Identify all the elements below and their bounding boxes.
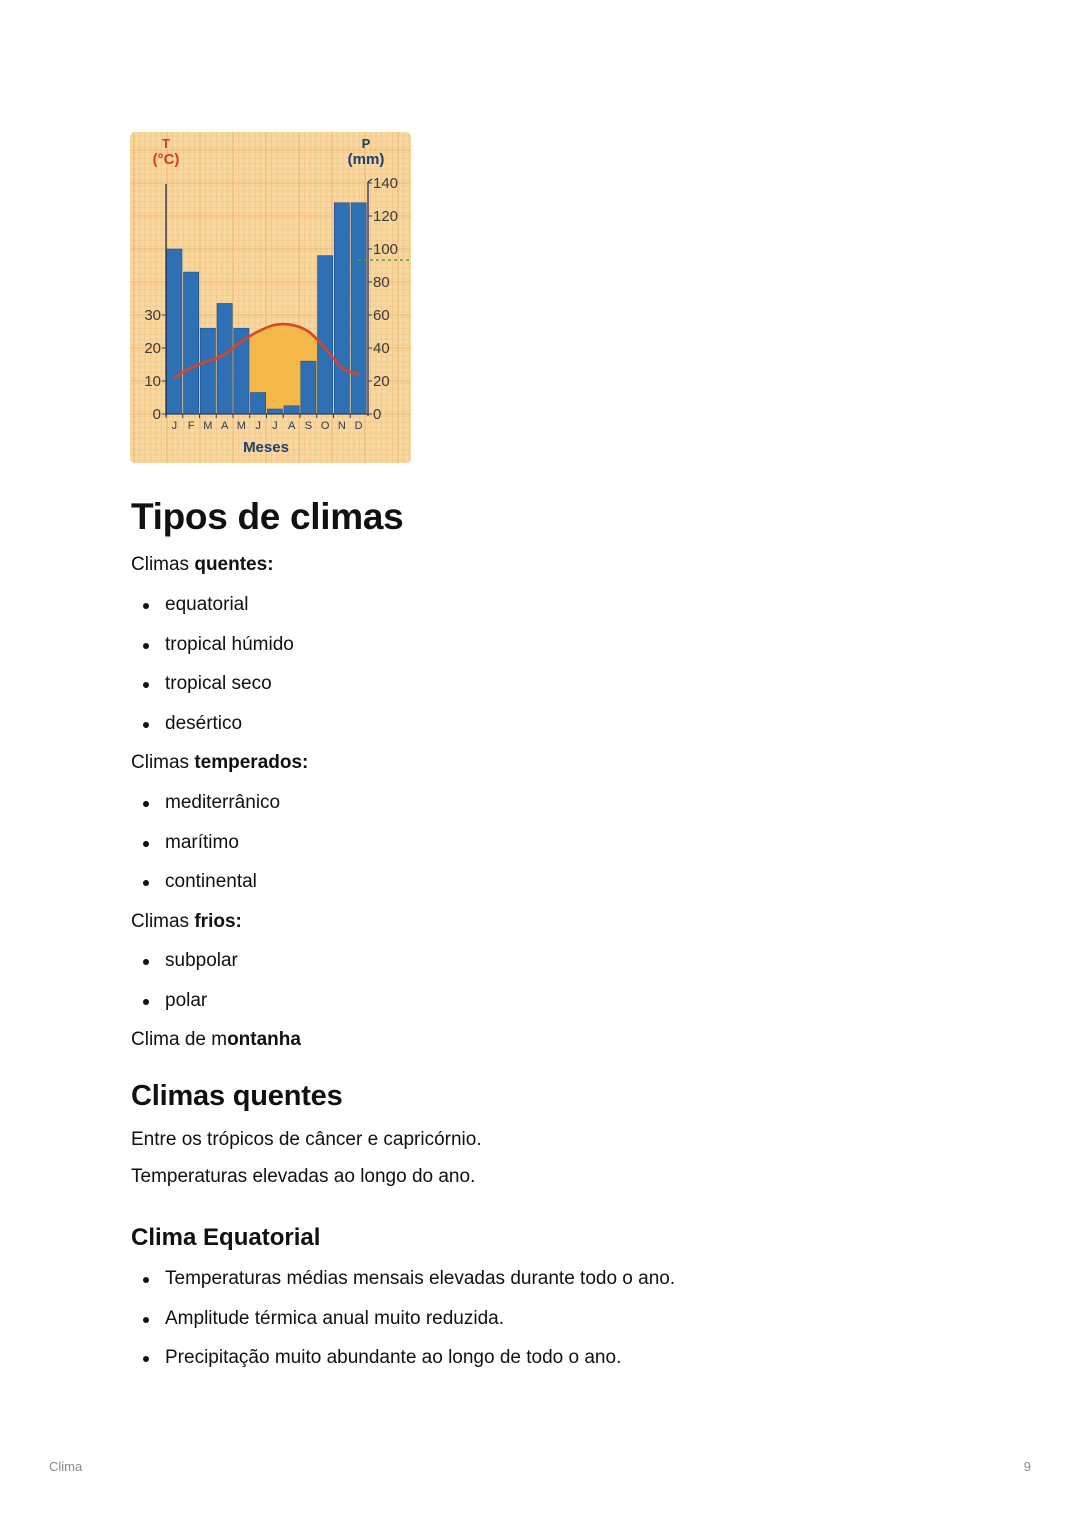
list-item: mediterrânico bbox=[131, 792, 280, 814]
right-tick-label: 40 bbox=[373, 340, 390, 357]
month-label: J bbox=[171, 420, 178, 432]
montanha-line bbox=[131, 1029, 301, 1051]
right-tick-label: 60 bbox=[373, 307, 390, 324]
t-axis-unit: (°C) bbox=[152, 151, 180, 168]
paragraph-temperaturas: Temperaturas elevadas ao longo do ano. bbox=[131, 1166, 476, 1187]
frios-prefix: Climas bbox=[131, 911, 195, 932]
climograph-svg bbox=[130, 132, 411, 463]
frios-list bbox=[131, 950, 238, 1012]
left-tick-label: 20 bbox=[144, 340, 161, 357]
precipitation-bar bbox=[167, 249, 182, 414]
section-heading-climas-quentes: Climas quentes bbox=[131, 1080, 343, 1112]
page-title: Tipos de climas bbox=[131, 496, 404, 537]
list-item: marítimo bbox=[131, 832, 280, 854]
temperados-prefix: Climas bbox=[131, 752, 195, 773]
x-axis-title: Meses bbox=[243, 439, 289, 456]
list-item: Amplitude térmica anual muito reduzida. bbox=[131, 1308, 675, 1330]
precipitation-bar bbox=[217, 303, 232, 414]
temperados-list bbox=[131, 792, 280, 893]
right-tick-label: 0 bbox=[373, 406, 382, 423]
precipitation-bar bbox=[301, 361, 316, 414]
list-item: Temperaturas médias mensais elevadas durante todo o ano. bbox=[131, 1268, 675, 1290]
month-label: A bbox=[220, 420, 229, 432]
precipitation-bar bbox=[184, 272, 199, 414]
list-item: polar bbox=[131, 990, 238, 1012]
frios-heading bbox=[131, 911, 242, 933]
quentes-heading bbox=[131, 554, 274, 576]
quentes-prefix: Climas bbox=[131, 554, 195, 575]
paragraph-tropicos: Entre os trópicos de câncer e capricórnio. bbox=[131, 1129, 482, 1150]
precipitation-bar bbox=[267, 409, 282, 414]
footer-section-name: Clima bbox=[49, 1459, 83, 1474]
footer-page-number: 9 bbox=[1023, 1459, 1031, 1474]
right-tick-label: 100 bbox=[373, 241, 399, 258]
t-axis-label: T bbox=[162, 136, 170, 151]
month-label: J bbox=[272, 420, 278, 432]
frios-bold: frios: bbox=[194, 911, 242, 932]
month-label: N bbox=[337, 420, 346, 432]
left-tick-label: 0 bbox=[152, 406, 161, 423]
month-label: O bbox=[320, 420, 330, 432]
right-tick-label: 120 bbox=[373, 208, 399, 225]
list-item: subpolar bbox=[131, 950, 238, 972]
list-item: tropical húmido bbox=[131, 634, 294, 656]
p-axis-label: P bbox=[361, 136, 371, 151]
list-item: desértico bbox=[131, 713, 294, 735]
list-item: equatorial bbox=[131, 594, 294, 616]
temperados-bold: temperados: bbox=[194, 752, 309, 773]
precipitation-bar bbox=[200, 328, 215, 414]
right-tick-label: 140 bbox=[373, 175, 399, 192]
list-item: continental bbox=[131, 871, 280, 893]
month-label: A bbox=[287, 420, 296, 432]
precipitation-bar bbox=[334, 203, 349, 414]
equatorial-list bbox=[131, 1268, 675, 1369]
precipitation-bar bbox=[284, 406, 299, 414]
quentes-bold: quentes: bbox=[194, 554, 274, 575]
month-label: S bbox=[304, 420, 313, 432]
precipitation-bar bbox=[351, 203, 366, 414]
subheading-clima-equatorial: Clima Equatorial bbox=[131, 1224, 321, 1251]
precipitation-bar bbox=[318, 256, 333, 414]
precipitation-bar bbox=[251, 393, 266, 414]
month-label: J bbox=[255, 420, 261, 432]
climograph-chart bbox=[130, 132, 411, 463]
list-item: Precipitação muito abundante ao longo de todo o ano. bbox=[131, 1347, 675, 1369]
month-label: M bbox=[236, 420, 246, 432]
right-tick-label: 80 bbox=[373, 274, 390, 291]
right-tick-label: 20 bbox=[373, 373, 390, 390]
left-tick-label: 30 bbox=[144, 307, 161, 324]
list-item: tropical seco bbox=[131, 673, 294, 695]
left-tick-label: 10 bbox=[144, 373, 161, 390]
month-label: M bbox=[203, 420, 213, 432]
montanha-bold: ontanha bbox=[227, 1029, 301, 1050]
p-axis-unit: (mm) bbox=[347, 151, 385, 168]
month-label: D bbox=[354, 420, 363, 432]
montanha-prefix: Clima de m bbox=[131, 1029, 228, 1050]
temperados-heading bbox=[131, 752, 308, 774]
month-label: F bbox=[187, 420, 195, 432]
quentes-list bbox=[131, 594, 294, 735]
